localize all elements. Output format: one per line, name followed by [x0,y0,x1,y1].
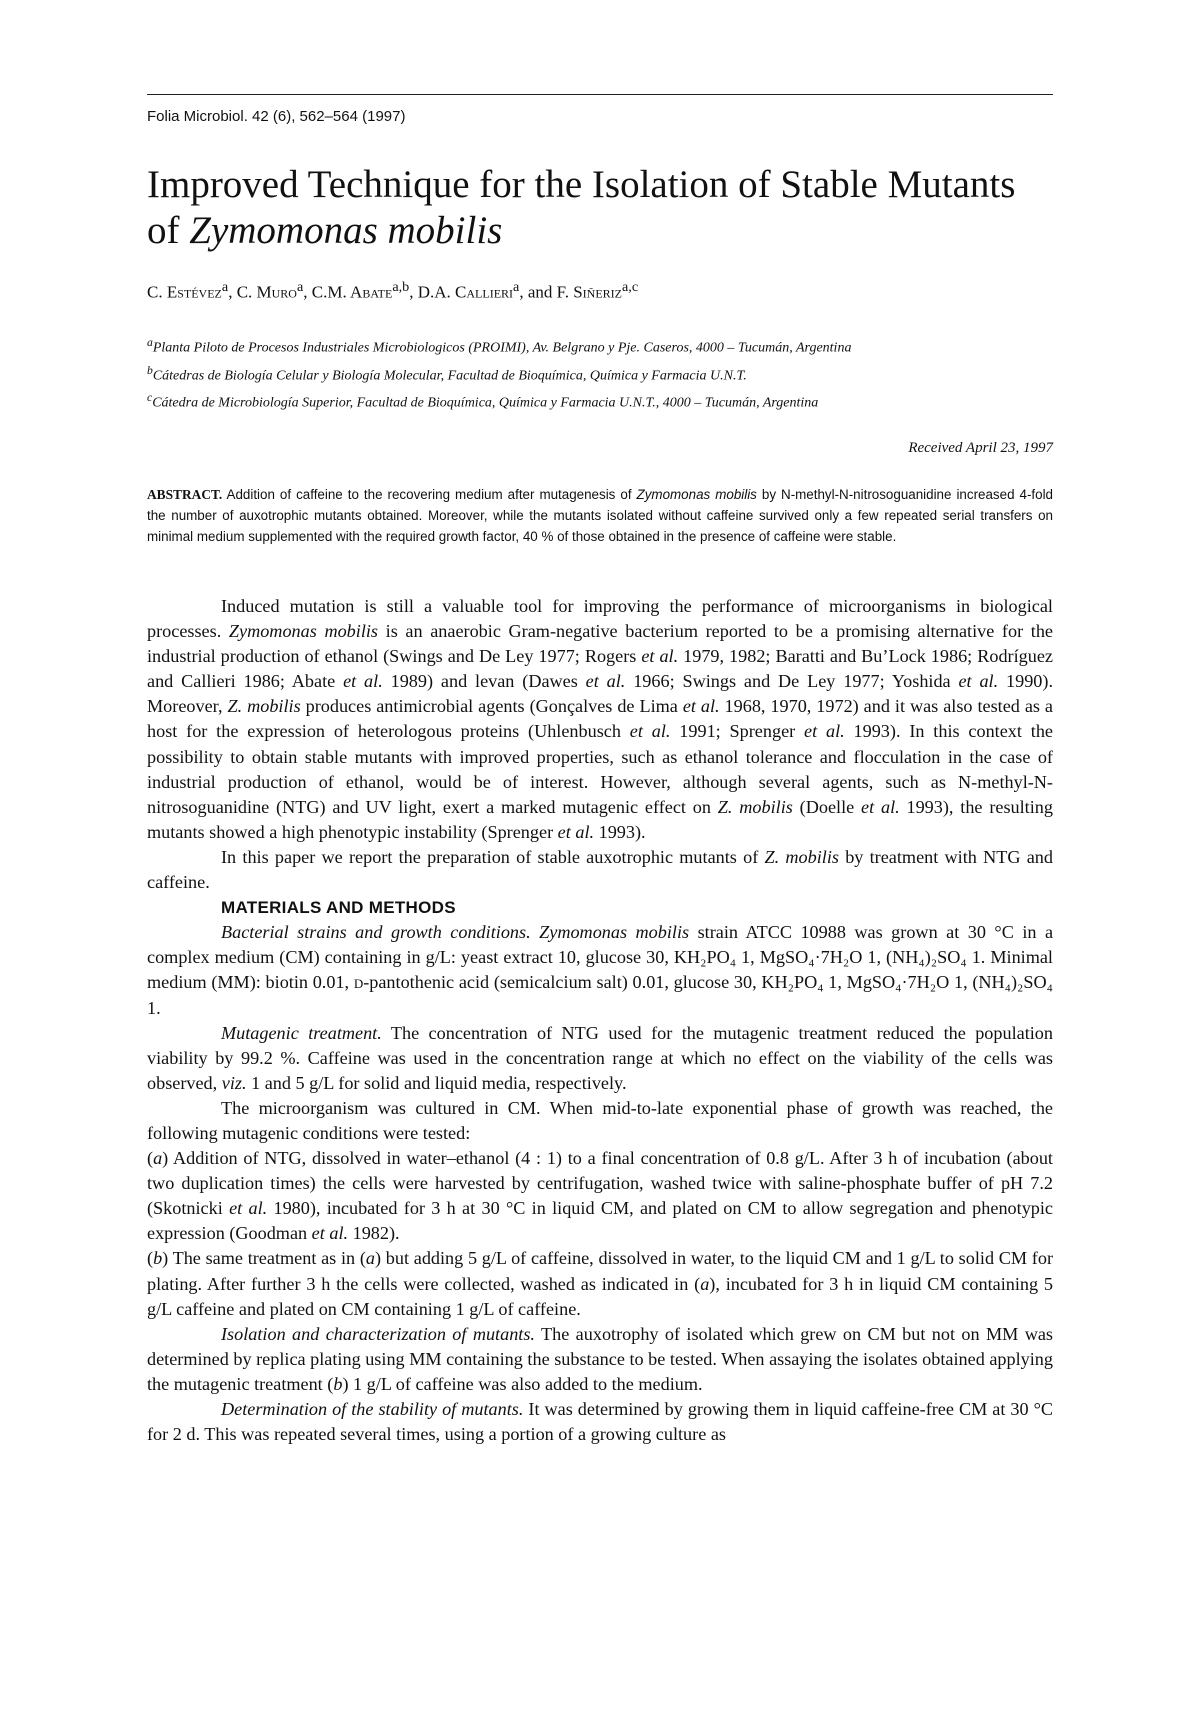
title-organism: Zymomonas mobilis [189,209,503,252]
text-run: strain ATCC 10988 was grown at 30 °C in a complex medium (CM) containing in g/L: yeast extract 10, glucose 30, KH₂PO₄ 1, MgSO₄·7H₂O 1, (NH₄)₂SO₄ 1. Minimal medium (MM): biotin 0.01, [147,922,1054,993]
text-run: ) 1 g/L of caffeine was also added to the medium. [342,1373,703,1394]
text-run: 1968, 1970, 1972) and it was also tested as a host for the expression of heterologous proteins (Uhlenbusch [147,696,1053,742]
text-run: et al. [958,671,999,692]
text-run: et al. [311,1223,349,1244]
author-affiliation-mark: a,b [392,279,410,295]
text-run: ( [147,1248,154,1269]
text-run: et al. [629,721,671,742]
text-run: is an anaerobic Gram-negative bacterium reported to be a promising alternative for the industrial production of ethanol (Swings and De Ley 1977; Rogers [147,621,1053,667]
section-heading-methods: MATERIALS AND METHODS [221,898,456,918]
text-run: The auxotrophy of isolated which grew on CM but not on MM was determined by replica plating using MM containing the substance to be tested. When assaying the isolates obtained applying the mutagenic treatment ( [147,1323,1053,1394]
text-run: produces antimicrobial agents (Gonçalves de Lima [300,696,683,717]
text-run: b [333,1373,343,1394]
text-run: 1989) and levan (Dawes [382,671,586,692]
text-run: et al. [343,671,383,692]
text-run: ) Addition of NTG, dissolved in water–ethanol (4 : 1) to a final concentration of 0.8 g/L. After 3 h of incubation (about two duplication times) the cells were harvested by centrifugation, washed twice with saline-phosphate buffer of pH 7.2 (Skotnicki [147,1148,1053,1219]
text-run: Z. mobilis [227,696,301,717]
text-run: (Doelle [792,796,862,817]
text-run: 1982). [348,1223,400,1244]
intro-paragraph-1 [147,594,1053,845]
text-run: ( [147,1148,154,1169]
text-run: Mutagenic treatment. [221,1022,382,1043]
author-name: C.M. Abate [311,282,393,302]
author-separator: , [228,282,237,302]
methods-paragraph-culture [147,1096,1053,1146]
text-run: by treatment with NTG and caffeine. [147,846,1053,893]
author-name: C. Estévez [147,282,222,302]
abstract-text-1: Addition of caffeine to the recovering medium after mutagenesis of [222,487,637,502]
journal-citation: Folia Microbiol. 42 (6), 562–564 (1997) [147,108,406,125]
intro-paragraph-2 [147,845,1053,895]
text-run: 1966; Swings and De Ley 1977; Yoshida [625,671,959,692]
text-run: d [353,972,364,993]
abstract-label: ABSTRACT. [147,487,223,502]
methods-item-a [147,1146,1053,1246]
text-run: et al. [641,646,679,667]
text-run: Zymomonas mobilis [539,922,690,943]
text-run: ) The same treatment as in ( [162,1248,366,1269]
text-run: b [153,1248,163,1269]
text-run: The concentration of NTG used for the mutagenic treatment reduced the population viability by 99.2 %. Caffeine was used in the concentration range at which no effect on the viability of the cells was observed, [147,1022,1053,1093]
received-date: Received April 23, 1997 [908,440,1053,456]
abstract-text-2: by N-methyl-N-nitrosoguanidine increased 4-fold the number of auxotrophic mutants obtained. Moreover, while the mutants isolated without caffeine survived only a few repeated serial transfers on minimal medium supplemented with the required growth factor, 40 % of those obtained in the presence of caffeine were stable. [147,487,1054,544]
text-run [531,922,540,942]
text-run: 1993), the resulting mutants showed a high phenotypic instability (Sprenger [147,796,1053,842]
methods-paragraph-isolation [147,1322,1053,1397]
methods-paragraph-mutagenic [147,1021,1053,1096]
text-run: Z. mobilis [717,796,793,817]
text-run: 1980), incubated for 3 h at 30 °C in liquid CM, and plated on CM to allow segregation and phenotypic expression (Goodman [147,1198,1054,1244]
affiliation-text: Cátedra de Microbiología Superior, Facultad de Bioquímica, Química y Farmacia U.N.T., 4000 – Tucumán, Argentina [152,395,819,411]
methods-paragraph-strains [147,920,1053,1020]
affiliation [147,332,1057,360]
text-run: et al. [557,821,595,842]
affiliation [147,360,1057,388]
text-run: et al. [585,671,626,692]
text-run: 1993). [594,821,646,842]
abstract-organism: Zymomonas mobilis [636,487,757,502]
text-run: Determination of the stability of mutants. [221,1399,524,1419]
author-list [147,279,638,303]
author-name: F. Siñeriz [556,282,622,302]
author-name: D.A. Callieri [417,282,514,302]
text-run: et al. [229,1198,268,1219]
text-run: et al. [861,796,900,817]
author-affiliation-mark: a [513,279,520,295]
text-run: a [365,1248,375,1269]
text-run: Induced mutation is still a valuable tool for improving the performance of microorganisms in biological processes. [147,596,1053,642]
abstract [147,484,1053,547]
text-run: a [153,1148,163,1169]
author-separator: , [409,282,418,302]
title-line-2-prefix: of [147,209,190,252]
affiliation [147,387,1057,415]
affiliation-list [147,332,1057,415]
author-name: C. Muro [236,282,297,302]
author-affiliation-mark: a,c [622,279,639,295]
affiliation-text: Planta Piloto de Procesos Industriales Microbiologicos (PROIMI), Av. Belgrano y Pje. Caseros, 4000 – Tucumán, Argentina [152,340,852,356]
author-separator: , [303,282,312,302]
text-run: et al. [804,721,845,742]
text-run: Zymomonas mobilis [228,621,378,642]
text-run: 1993). In this context the possibility to obtain stable mutants with improved properties, such as ethanol tolerance and flocculation in the case of industrial production of ethanol, would be of interest. However, although several agents, such as N-methyl-N-nitrosoguanidine (NTG) and UV light, exert a marked mutagenic effect on [147,721,1053,817]
text-run: 1979, 1982; Baratti and Bu’Lock 1986; Rodríguez and Callieri 1986; Abate [147,646,1053,692]
methods-paragraph-stability [147,1397,1053,1447]
title-line-1: Improved Technique for the Isolation of Stable Mutants [147,163,1016,206]
affiliation-text: Cátedras de Biología Celular y Biología Molecular, Facultad de Bioquímica, Química y Farmacia U.N.T. [152,368,747,384]
text-run: 1991; Sprenger [670,721,805,742]
text-run: In this paper we report the preparation of stable auxotrophic mutants of [221,846,765,867]
text-run: Bacterial strains and growth conditions. [221,922,531,943]
affiliation-mark: b [147,363,153,377]
affiliation-mark: a [147,336,153,349]
author-affiliation-mark: a [296,279,304,295]
text-run: et al. [682,696,720,717]
article-body [147,594,1053,1447]
header-rule [147,94,1053,95]
text-run: -pantothenic acid (semicalcium salt) 0.01, glucose 30, KH₂PO₄ 1, MgSO₄·7H₂O 1, (NH₄)₂SO₄ 1. [147,972,1053,1018]
text-run: It was determined by growing them in liquid caffeine-free CM at 30 °C for 2 d. This was repeated several times, using a portion of a growing culture as [147,1399,1053,1445]
text-run: a [700,1273,710,1294]
text-run: ) but adding 5 g/L of caffeine, dissolved in water, to the liquid CM and 1 g/L to solid CM for plating. After further 3 h the cells were collected, washed as indicated in ( [147,1248,1053,1294]
text-run: Isolation and characterization of mutants. [221,1323,535,1344]
text-run: viz. [221,1072,247,1093]
text-run: 1 and 5 g/L for solid and liquid media, respectively. [246,1072,627,1093]
article-title [147,162,1047,254]
text-run: Z. mobilis [764,846,839,867]
affiliation-mark: c [147,391,153,405]
text-run: ), incubated for 3 h in liquid CM containing 5 g/L caffeine and plated on CM containing 1 g/L of caffeine. [147,1273,1053,1319]
methods-item-b [147,1246,1053,1321]
text-run: 1990). Moreover, [147,671,1054,717]
text-run: The microorganism was cultured in CM. When mid-to-late exponential phase of growth was reached, the following mutagenic conditions were tested: [147,1097,1053,1143]
author-separator: , and [519,282,557,302]
author-affiliation-mark: a [221,279,229,295]
